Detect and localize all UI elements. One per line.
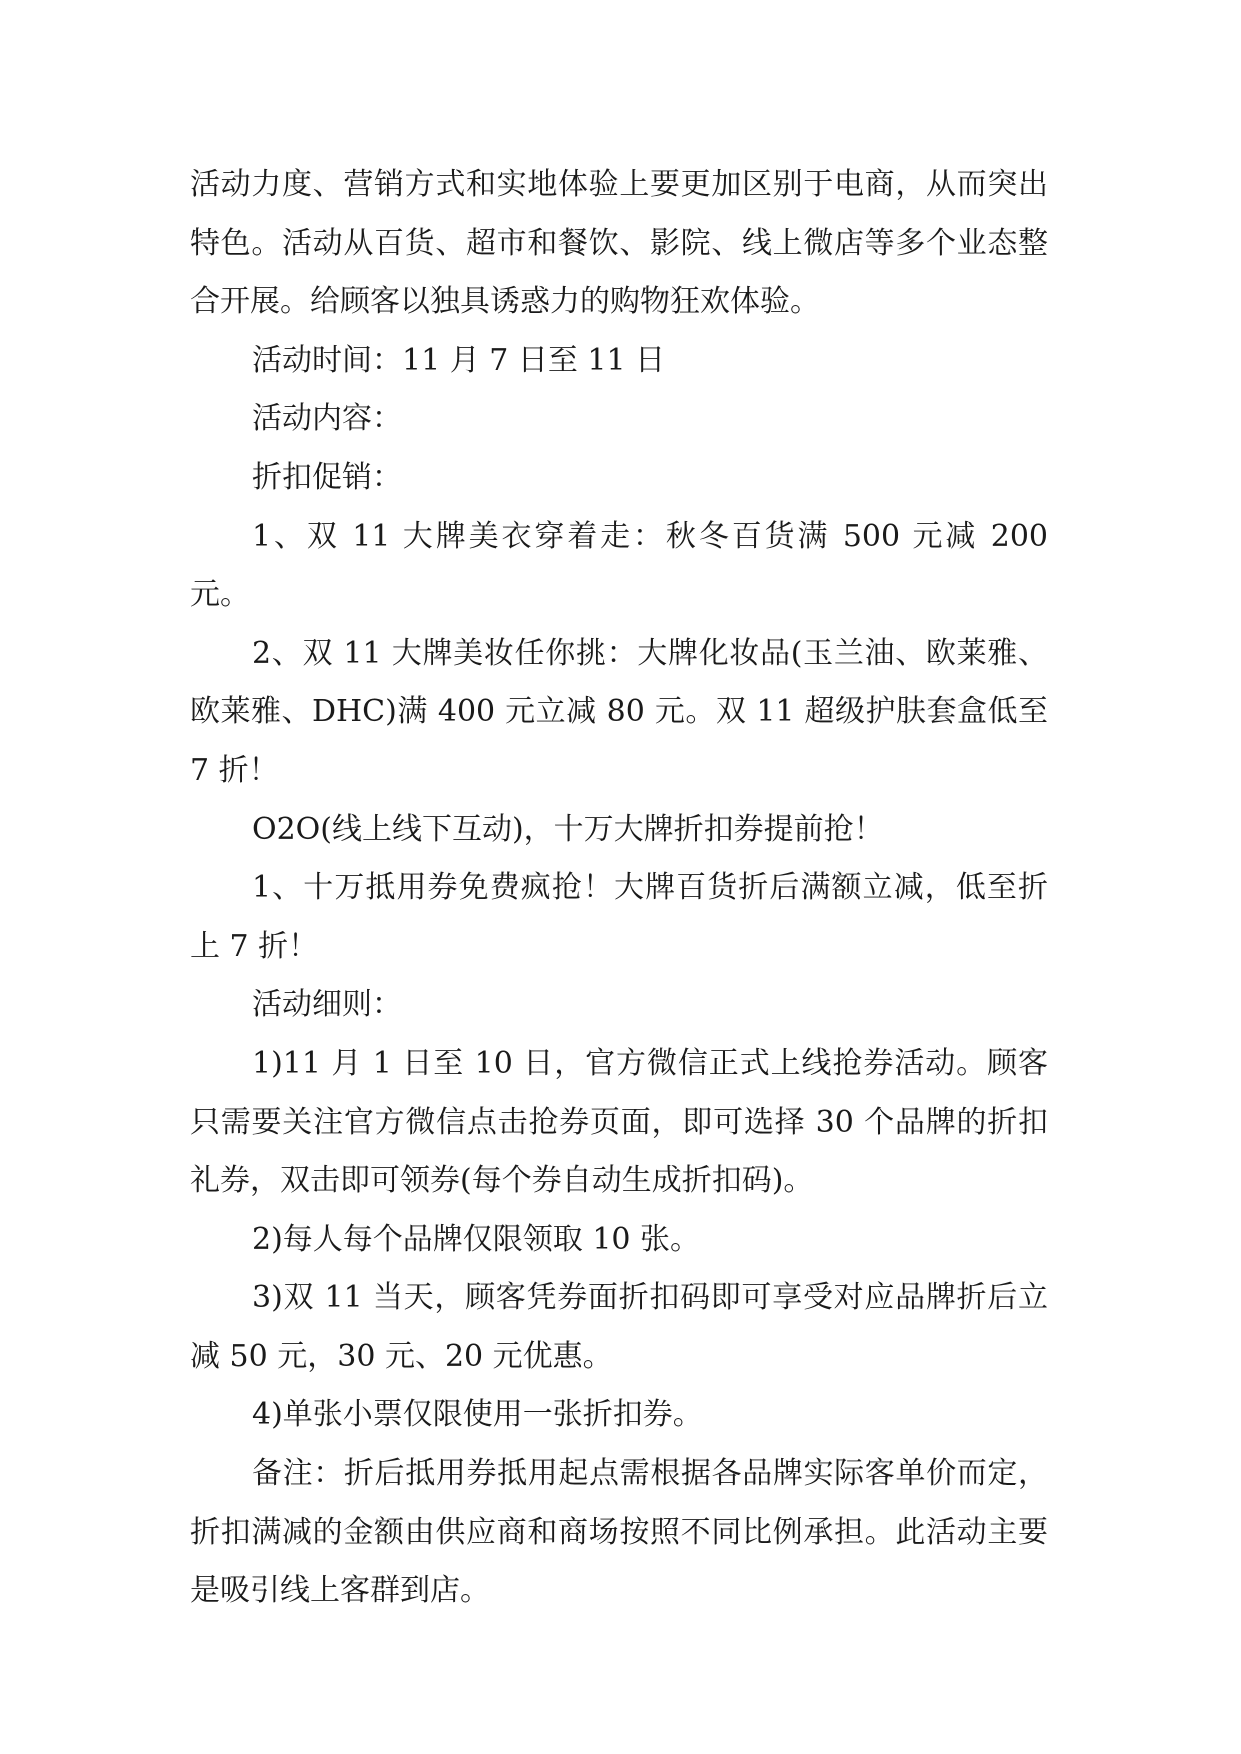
paragraph-rule-2: 2)每人每个品牌仅限领取 10 张。 bbox=[252, 1221, 701, 1257]
paragraph-rule-3: 3)双 11 当天，顾客凭券面折扣码即可享受对应品牌折后立减 50 元，30 元、20 元优惠。 bbox=[190, 1280, 1048, 1374]
paragraph-discount-heading: 折扣促销： bbox=[252, 459, 402, 495]
paragraph-rules-heading: 活动细则： bbox=[252, 987, 402, 1023]
paragraph-discount-item-1: 1、双 11 大牌美衣穿着走：秋冬百货满 500 元减 200 元。 bbox=[190, 518, 1048, 613]
paragraph-o2o-heading: O2O(线上线下互动)，十万大牌折扣券提前抢！ bbox=[252, 811, 884, 847]
paragraph-o2o-item-1: 1、十万抵用券免费疯抢！大牌百货折后满额立减，低至折上 7 折！ bbox=[190, 870, 1048, 964]
document-body bbox=[190, 156, 1048, 1621]
paragraph-rule-1: 1)11 月 1 日至 10 日，官方微信正式上线抢券活动。顾客只需要关注官方微信点击抢券页面，即可选择 30 个品牌的折扣礼券，双击即可领券(每个券自动生成折扣码)。 bbox=[190, 1045, 1048, 1199]
paragraph-discount-item-2: 2、双 11 大牌美妆任你挑：大牌化妆品(玉兰油、欧莱雅、欧莱雅、DHC)满 400 元立减 80 元。双 11 超级护肤套盒低至 7 折！ bbox=[190, 635, 1048, 788]
paragraph-activity-time: 活动时间：11 月 7 日至 11 日 bbox=[252, 342, 666, 378]
paragraph-activity-content-heading: 活动内容： bbox=[252, 401, 402, 437]
paragraph-rule-4: 4)单张小票仅限使用一张折扣券。 bbox=[252, 1397, 703, 1433]
paragraph-intro: 活动力度、营销方式和实地体验上要更加区别于电商，从而突出特色。活动从百货、超市和餐饮、影院、线上微店等多个业态整合开展。给顾客以独具诱惑力的购物狂欢体验。 bbox=[190, 167, 1048, 320]
paragraph-remarks: 备注：折后抵用券抵用起点需根据各品牌实际客单价而定，折扣满减的金额由供应商和商场按照不同比例承担。此活动主要是吸引线上客群到店。 bbox=[190, 1456, 1048, 1609]
